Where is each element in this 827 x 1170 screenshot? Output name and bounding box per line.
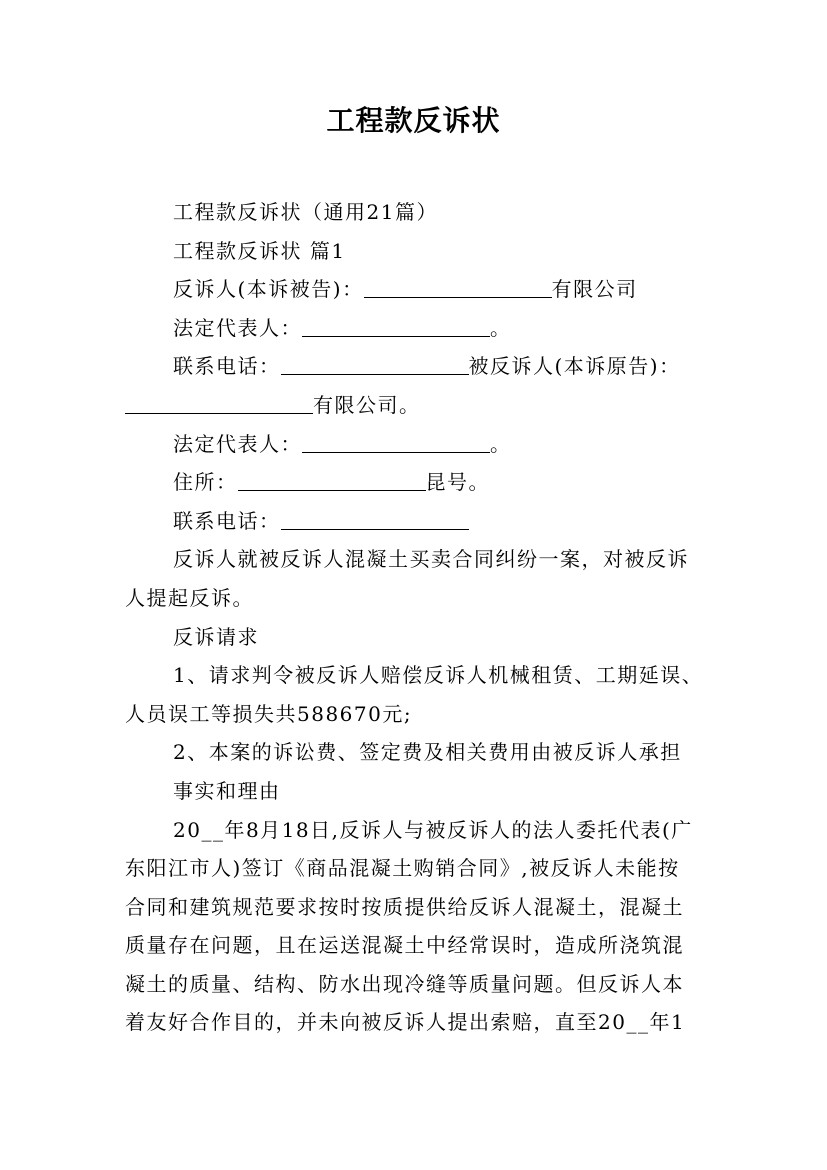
fill-in-blank	[281, 507, 469, 530]
phone-line	[125, 502, 715, 541]
field-label: 住所：	[173, 470, 238, 495]
fill-in-blank	[238, 468, 426, 491]
paragraph-line: 1、请求判令被反诉人赔偿反诉人机械租赁、工期延误、	[173, 663, 704, 688]
paragraph-line: 质量存在问题，且在运送混凝土中经常误时，造成所浇筑混	[125, 933, 684, 958]
counter-plaintiff-line	[125, 270, 715, 309]
address-line	[125, 463, 715, 502]
paragraph-line: 人提起反诉。	[125, 585, 254, 610]
phone-line	[125, 347, 715, 386]
paragraph-line: 工程款反诉状（通用21篇）	[173, 200, 438, 224]
field-label: 法定代表人：	[173, 315, 302, 340]
fill-in-blank	[281, 352, 469, 375]
document-body	[125, 193, 715, 1042]
field-label: 联系电话：	[173, 508, 281, 533]
fill-in-blank	[302, 314, 490, 337]
paragraph-line: 工程款反诉状 篇1	[173, 238, 346, 263]
counter-defendant-company-line	[125, 386, 715, 425]
fill-in-blank	[302, 430, 490, 453]
paragraph-line: 反诉人就被反诉人混凝土买卖合同纠纷一案，对被反诉	[173, 547, 689, 572]
legal-representative-line	[125, 309, 715, 348]
section-heading: 反诉请求	[173, 624, 259, 649]
fill-in-blank	[125, 391, 313, 414]
field-suffix: 。	[490, 315, 512, 340]
paragraph-line: 20__年8月18日,反诉人与被反诉人的法人委托代表(广	[173, 817, 693, 842]
field-suffix: 被反诉人(本诉原告)：	[468, 354, 681, 379]
field-suffix: 。	[490, 431, 512, 456]
field-suffix: 有限公司。	[313, 392, 421, 417]
paragraph-line: 着友好合作目的，并未向被反诉人提出索赔，直至20__年1	[125, 1010, 686, 1035]
section-heading: 事实和理由	[173, 778, 281, 803]
field-suffix: 昆号。	[425, 470, 490, 495]
paragraph-line: 凝土的质量、结构、防水出现冷缝等质量问题。但反诉人本	[125, 971, 684, 996]
paragraph-line: 合同和建筑规范要求按时按质提供给反诉人混凝土，混凝土	[125, 894, 684, 919]
field-suffix: 有限公司	[551, 277, 638, 302]
document-title: 工程款反诉状	[326, 104, 501, 137]
field-label: 法定代表人：	[173, 431, 302, 456]
field-label: 联系电话：	[173, 354, 281, 379]
paragraph-line: 2、本案的诉讼费、签定费及相关费用由被反诉人承担	[173, 740, 682, 765]
paragraph-line: 人员误工等损失共588670元;	[125, 701, 413, 726]
paragraph-line: 东阳江市人)签订《商品混凝土购销合同》,被反诉人未能按	[125, 856, 680, 881]
field-label: 反诉人(本诉被告)：	[173, 277, 364, 302]
fill-in-blank	[364, 275, 552, 298]
legal-representative-line	[125, 425, 715, 464]
